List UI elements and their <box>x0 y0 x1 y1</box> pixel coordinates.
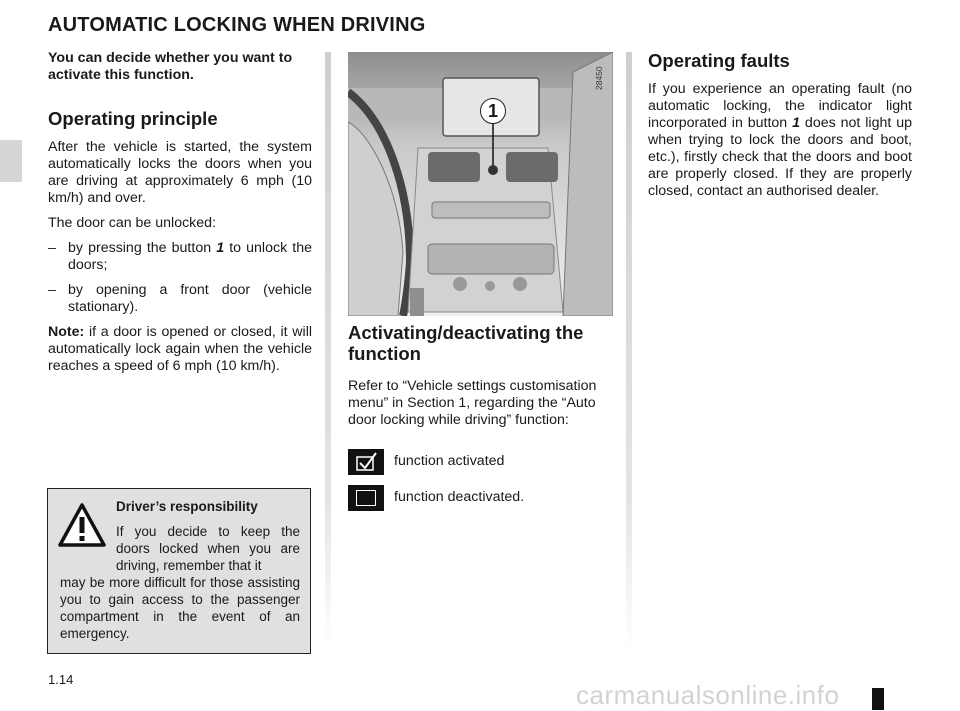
dashboard-illustration <box>348 52 613 316</box>
principle-heading: Operating principle <box>48 108 218 129</box>
unlock-intro: The door can be unlocked: <box>48 215 216 231</box>
column-divider-right <box>626 52 632 650</box>
warning-text-rest: may be more difficult for those assisting you to gain access to the passenger compartment in the event of an emergency. <box>60 575 300 641</box>
column-divider-left <box>325 52 331 650</box>
warning-triangle-icon <box>58 503 106 547</box>
bullet-item: – by opening a front door (vehicle stationary). <box>48 282 312 315</box>
deactivated-label: function deactivated. <box>394 489 525 505</box>
page-number: 1.14 <box>48 672 74 687</box>
warning-box <box>47 488 311 654</box>
unchecked-box-icon <box>348 485 384 511</box>
warning-text-first: If you decide to keep the doors locked when you are driving, remember that it <box>116 524 300 573</box>
principle-text: After the vehicle is started, the system automatically locks the doors when you are driving at approximately 6 mph (10 km/h) and over. <box>48 139 312 206</box>
operating-faults-section <box>648 50 912 200</box>
note-label: Note: <box>48 324 85 340</box>
intro-text: You can decide whether you want to activate this function. <box>48 50 293 83</box>
activated-label: function activated <box>394 453 505 469</box>
section-tab <box>0 140 22 182</box>
faults-text: If you experience an operating fault (no automatic locking, the indicator light incorporated in button 1 does not light up when trying to lock the doors and boot, etc.), firstly check that the doors and boot are properly closed. If they are properly closed, contact an authorised dealer. <box>648 81 912 199</box>
page-title: AUTOMATIC LOCKING WHEN DRIVING <box>48 14 426 36</box>
operating-principle-section <box>48 108 312 375</box>
warning-title: Driver’s responsibility <box>116 499 258 514</box>
watermark: carmanualsonline.info <box>576 680 840 710</box>
activation-text: Refer to “Vehicle settings customisation menu” in Section 1, regarding the “Auto door locking while driving” function: <box>348 378 597 428</box>
note-paragraph: Note: if a door is opened or closed, it will automatically lock again when the vehicle reaches a speed of 6 mph (10 km/h). <box>48 324 312 374</box>
bullet-item: – by pressing the button 1 to unlock the doors; <box>48 240 312 273</box>
activation-heading: Activating/deactivating the function <box>348 322 584 364</box>
activation-section <box>348 322 613 515</box>
faults-heading: Operating faults <box>648 50 790 71</box>
callout-1: 1 <box>480 98 506 124</box>
activated-row <box>348 449 613 479</box>
figure-code: 28450 <box>594 66 604 90</box>
checked-box-icon <box>348 449 384 475</box>
dashboard-figure <box>348 52 613 316</box>
button-ref: 1 <box>216 240 225 256</box>
button-ref: 1 <box>792 115 801 131</box>
footer-marker <box>872 688 884 710</box>
deactivated-row <box>348 485 613 515</box>
